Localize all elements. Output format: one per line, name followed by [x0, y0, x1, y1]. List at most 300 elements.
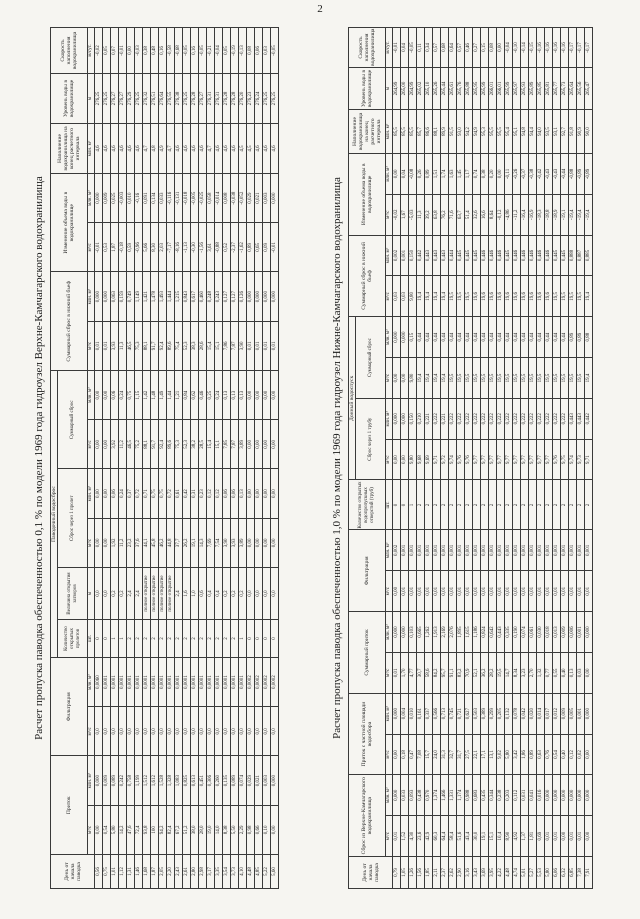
table-cell: 0,031 — [521, 775, 529, 816]
page-number: 2 — [317, 3, 323, 15]
table-cell: 64,4 — [441, 816, 449, 857]
t2-unit: м³/с — [386, 439, 393, 480]
table-cell: 2 — [183, 620, 191, 658]
table-cell: 0,001 — [577, 693, 585, 734]
table-cell: 89,9 — [441, 110, 449, 154]
table-cell: 0,98 — [247, 805, 255, 854]
t1-unit: млн. м³ — [88, 658, 95, 707]
table-cell: 3,35 — [215, 855, 223, 889]
table-cell: 0,001 — [401, 530, 409, 571]
table-cell: 1,05 — [401, 857, 409, 889]
table-cell: 1 — [119, 620, 127, 658]
table-cell: 0,018 — [545, 612, 553, 653]
table-cell: 23,2 — [127, 518, 135, 567]
table-cell: 2,98 — [199, 855, 207, 889]
table-cell: 1,46 — [135, 855, 143, 889]
table-cell: 0,335 — [505, 612, 513, 653]
table-cell: 0,0001 — [167, 658, 175, 707]
table-cell: 0,06 — [231, 469, 239, 518]
table-cell: 0,00 — [393, 154, 401, 195]
table-cell: 51,2 — [183, 805, 191, 854]
t1-unit: м³/с — [88, 420, 95, 469]
t1-h-gate-opening: Величина открытия затворов — [58, 568, 88, 620]
table-cell: 264,99 — [409, 68, 417, 110]
table-cell: 19,5 — [521, 358, 529, 399]
table-cell: 5,22 — [263, 855, 271, 889]
table-cell: 19,5 — [457, 276, 465, 317]
table-cell: 2,4 — [135, 568, 143, 620]
table-cell: 1,913 — [433, 612, 441, 653]
table-cell: 17,1 — [481, 734, 489, 775]
table-cell: 89,6 — [167, 420, 175, 469]
table-cell: 84,2 — [433, 652, 441, 693]
table1-body — [95, 28, 279, 889]
table-cell: 0,222 — [489, 398, 497, 439]
table-cell: 3,42 — [513, 734, 521, 775]
table-cell: 0,089 — [231, 756, 239, 805]
table-cell: 0,010 — [127, 174, 135, 223]
t1-unit: млн. м³ — [88, 174, 95, 223]
table-cell: 0,37 — [127, 469, 135, 518]
table-row — [271, 28, 279, 889]
table-cell: 58,6 — [425, 652, 433, 693]
t2-unit: м³/с — [386, 276, 393, 317]
table-cell: 0,0 — [95, 707, 103, 756]
table-cell: 0,57 — [457, 28, 465, 68]
table-cell: 0,00 — [393, 571, 401, 612]
table-cell: 2,61 — [183, 855, 191, 889]
table-cell: -0,12 — [497, 194, 505, 235]
table-cell: 1,199 — [135, 756, 143, 805]
t1-h-total-discharge: Суммарный сброс — [58, 371, 88, 470]
table-cell: 2 — [521, 480, 529, 530]
table-cell: 94,2 — [159, 805, 167, 854]
table-cell: 0,24 — [119, 469, 127, 518]
table-cell: 42,9 — [425, 816, 433, 857]
table-cell: 3,69 — [481, 857, 489, 889]
table-cell: 19,5 — [505, 358, 513, 399]
table-cell: 7,54 — [215, 518, 223, 567]
table-cell: 0,0 — [271, 568, 279, 620]
t2-h-total-downstream: Суммарный сброс в нижний бьеф — [349, 235, 386, 317]
table-cell: 75,4 — [175, 321, 183, 370]
table-cell: 0,003 — [263, 174, 271, 223]
table-cell: -0,005 — [191, 174, 199, 223]
table-cell: 0,061 — [529, 612, 537, 653]
table-cell: 1,215 — [175, 272, 183, 321]
table-cell: 0,13 — [239, 371, 247, 420]
table-cell: 0,10 — [263, 805, 271, 854]
table-cell: 0,61 — [175, 469, 183, 518]
table-cell: 276,25 — [135, 74, 143, 124]
table-cell: 0,0 — [191, 707, 199, 756]
table-cell: 3,90 — [239, 321, 247, 370]
table-cell: 0,88 — [585, 317, 593, 358]
table-cell: 95,5 — [489, 110, 497, 154]
table-cell: 0,00 — [271, 420, 279, 469]
table-cell: 0,0001 — [175, 658, 183, 707]
table-cell: 0,52 — [223, 223, 231, 272]
table-cell: 0,000 — [271, 272, 279, 321]
table-cell: 9,76 — [465, 439, 473, 480]
table-cell: 2 — [433, 480, 441, 530]
table-cell: 0,0 — [119, 707, 127, 756]
table-cell: 9,74 — [449, 439, 457, 480]
table-cell: 2 — [127, 620, 135, 658]
table-cell: 0,01 — [263, 321, 271, 370]
table-cell: 0,40 — [561, 652, 569, 693]
table-cell: 60,3 — [433, 816, 441, 857]
table-row — [521, 28, 529, 889]
t1-unit: млн. м³ — [88, 272, 95, 321]
table-cell: 1 — [409, 480, 417, 530]
table-row — [167, 28, 175, 889]
table-cell: 11,2 — [119, 518, 127, 567]
table-cell: 2 — [215, 620, 223, 658]
table-cell: 0,161 — [417, 693, 425, 734]
table-cell: 5,66 — [143, 223, 151, 272]
table-cell: -0,16 — [545, 28, 553, 68]
table-cell: 2 — [167, 620, 175, 658]
table-cell: 24,0 — [433, 734, 441, 775]
table-cell: 265,95 — [473, 68, 481, 110]
t2-unit: м³/с — [386, 734, 393, 775]
table-cell: 94,8 — [521, 110, 529, 154]
table-row — [263, 28, 271, 889]
table-cell: 0,01 — [473, 571, 481, 612]
table-cell: -0,58 — [167, 28, 175, 74]
table2-body — [393, 28, 593, 889]
table-cell: 19,5 — [553, 276, 561, 317]
table-cell: 0,132 — [505, 693, 513, 734]
table-cell: 0,48 — [151, 28, 159, 74]
table-cell: 276,31 — [215, 74, 223, 124]
table-cell: 265,76 — [457, 68, 465, 110]
table-cell: 0,57 — [433, 28, 441, 68]
table-cell: 1,81 — [529, 816, 537, 857]
table-cell: 4,6 — [231, 124, 239, 174]
table-cell: 0,01 — [255, 321, 263, 370]
table-cell: -0,26 — [513, 154, 521, 195]
table-cell: 2 — [529, 480, 537, 530]
t2-unit: млн. м³ — [386, 154, 393, 195]
table-cell: 0,72 — [167, 469, 175, 518]
table-cell: 0,446 — [497, 235, 505, 276]
table-cell: 0,159 — [119, 272, 127, 321]
table-cell: 9,77 — [537, 439, 545, 480]
table-cell: 0,091 — [143, 174, 151, 223]
table-cell: 0,058 — [207, 174, 215, 223]
table-cell: 0,6 — [199, 568, 207, 620]
table-cell: 276,25 — [95, 74, 103, 124]
table-row — [545, 28, 553, 889]
t1-unit: м/сут. — [88, 28, 95, 74]
table-cell: 0,13 — [569, 652, 577, 693]
table-cell: 265,93 — [521, 68, 529, 110]
table-cell: 15,4 — [207, 420, 215, 469]
table-cell: 28,0 — [199, 805, 207, 854]
table-cell: -0,04 — [505, 28, 513, 68]
t2-h-total-inflow: Суммарный приток — [349, 612, 386, 694]
table-cell: 4,5 — [247, 124, 255, 174]
table-cell: 0,337 — [425, 693, 433, 734]
table-cell: 1,328 — [167, 756, 175, 805]
table-cell: 0,24 — [215, 371, 223, 420]
table-cell: 265,88 — [465, 68, 473, 110]
table-cell: 0,445 — [561, 235, 569, 276]
table-cell: -0,88 — [569, 154, 577, 195]
table-cell: 2 — [465, 480, 473, 530]
table-cell: -0,025 — [199, 174, 207, 223]
table-cell: 2,4 — [175, 568, 183, 620]
table-cell: 38,3 — [191, 321, 199, 370]
table-cell: 0,010 — [409, 693, 417, 734]
table-cell: -0,16 — [553, 28, 561, 68]
table-cell: 2 — [481, 480, 489, 530]
table-cell: 37,7 — [175, 518, 183, 567]
table-cell: 32,6 — [473, 194, 481, 235]
table-cell: 19,5 — [449, 358, 457, 399]
table-cell: 0,0001 — [207, 658, 215, 707]
table-cell: 52,1 — [473, 652, 481, 693]
table-cell: 0,64 — [449, 28, 457, 68]
table-cell: 0,13 — [223, 371, 231, 420]
table-cell: 0,000 — [393, 317, 401, 358]
t2-unit: м³/с — [386, 652, 393, 693]
table-cell: 19,5 — [497, 652, 505, 693]
table-cell: -0,131 — [175, 174, 183, 223]
table-cell: 0,445 — [457, 235, 465, 276]
table-cell: 0,0 — [111, 707, 119, 756]
table-cell: 1,63 — [449, 154, 457, 195]
table-cell: 0,0002 — [271, 658, 279, 707]
table-cell: 0,0 — [263, 707, 271, 756]
table-cell: 0,44 — [489, 317, 497, 358]
table-cell: -0,05 — [409, 28, 417, 68]
table-cell: 0,04 — [401, 28, 409, 68]
table-cell: 0,001 — [577, 530, 585, 571]
table-cell: 2 — [159, 620, 167, 658]
table-row — [417, 28, 425, 889]
table-cell: 89,6 — [167, 321, 175, 370]
table-cell: 0,0 — [247, 707, 255, 756]
table-cell: 2 — [553, 480, 561, 530]
t1-unit: млн. м³ — [88, 124, 95, 174]
table-cell: 0,0002 — [263, 658, 271, 707]
table-cell: 0,242 — [119, 756, 127, 805]
table-cell: 0,001 — [481, 530, 489, 571]
table-cell: 30,7 — [417, 652, 425, 693]
t2-unit: млн. м³ — [386, 398, 393, 439]
table-cell: 0,222 — [537, 398, 545, 439]
table-cell: 0,77 — [545, 652, 553, 693]
table-cell: 15,1 — [215, 321, 223, 370]
table-cell: -0,43 — [545, 154, 553, 195]
table-cell: 2,20 — [167, 855, 175, 889]
table-cell: 37,6 — [135, 518, 143, 567]
table-cell: -0,01 — [393, 28, 401, 68]
table-cell: 86,6 — [425, 110, 433, 154]
table-cell: 276,29 — [127, 74, 135, 124]
table-cell: 0,000 — [263, 272, 271, 321]
table-cell: 0,000 — [255, 272, 263, 321]
table-cell: 0,01 — [465, 571, 473, 612]
table-cell: -0,17 — [585, 28, 593, 68]
table-cell: 0,758 — [127, 756, 135, 805]
t2-unit: м³/с — [386, 358, 393, 399]
table-cell: 265,56 — [577, 68, 585, 110]
table-cell: 0,13 — [231, 371, 239, 420]
table-cell: 2 — [513, 480, 521, 530]
table-cell: 8,90 — [505, 816, 513, 857]
table-cell: 19,4 — [441, 276, 449, 317]
table-cell: 0,0 — [263, 568, 271, 620]
table-cell: 0,0002 — [255, 658, 263, 707]
table-cell: 5,80 — [545, 857, 553, 889]
table-cell: 1,37 — [521, 816, 529, 857]
table-cell: 1,44 — [167, 371, 175, 420]
table-cell: 5,80 — [505, 734, 513, 775]
table-cell: 0,093 — [409, 775, 417, 816]
table-cell: 0,885 — [585, 235, 593, 276]
table-cell: 1,174 — [457, 775, 465, 816]
table-cell: 0,041 — [529, 775, 537, 816]
table-cell: -0,003 — [119, 174, 127, 223]
table-cell: 0,030 — [537, 612, 545, 653]
table-cell: 0,08 — [247, 28, 255, 74]
table-cell: 19,5 — [481, 358, 489, 399]
table-cell: 85,7 — [417, 110, 425, 154]
table-cell: 1,51 — [433, 154, 441, 195]
table-cell: 94,2 — [465, 110, 473, 154]
table-cell: 0,0001 — [159, 658, 167, 707]
table-cell: 276,25 — [183, 74, 191, 124]
table-cell: 0,445 — [465, 235, 473, 276]
table-cell: 0,446 — [545, 235, 553, 276]
table-cell: 36,2 — [481, 652, 489, 693]
table-cell: 19,5 — [577, 358, 585, 399]
table-cell: 1,86 — [521, 734, 529, 775]
table-cell: 4,30 — [409, 816, 417, 857]
table-cell: 0,03 — [577, 652, 585, 693]
table-cell: 1,26 — [409, 857, 417, 889]
table-cell: 38,2 — [191, 420, 199, 469]
table-cell: 19,4 — [417, 358, 425, 399]
t1-unit: млн. м³ — [88, 756, 95, 805]
table-cell: 19,5 — [545, 358, 553, 399]
t2-unit: м — [386, 68, 393, 110]
table-cell: 0,021 — [255, 174, 263, 223]
table-cell: 2 — [569, 480, 577, 530]
table-cell: 0,222 — [529, 398, 537, 439]
table-cell: 19,6 — [481, 276, 489, 317]
table-cell: 0,01 — [529, 571, 537, 612]
table-cell: 276,28 — [223, 74, 231, 124]
table-cell: 0,0001 — [239, 658, 247, 707]
table-cell: 8,38 — [223, 805, 231, 854]
table-cell: 19,5 — [561, 358, 569, 399]
table-cell: 0,000 — [95, 756, 103, 805]
table-cell: 0,2 — [231, 568, 239, 620]
table-row — [199, 28, 207, 889]
table-cell: 2 — [417, 480, 425, 530]
table-cell: 0,2 — [239, 568, 247, 620]
table-cell: 0,000 — [585, 775, 593, 816]
table-cell: 0,00 — [401, 358, 409, 399]
table-row — [223, 28, 231, 889]
table-cell: 0,001 — [545, 530, 553, 571]
table-cell: 0,503 — [473, 693, 481, 734]
t2-h-filtration: Фильтрация — [349, 530, 386, 612]
table-cell: 94,9 — [473, 110, 481, 154]
table-cell: 0,03 — [393, 276, 401, 317]
table-cell: 2 — [577, 480, 585, 530]
table-cell: 19,5 — [473, 358, 481, 399]
table-cell: 0,0001 — [135, 658, 143, 707]
table-cell: 0,0001 — [199, 658, 207, 707]
table-cell: 0,001 — [401, 235, 409, 276]
table-cell: 0,000 — [393, 612, 401, 653]
table-cell: 0,000 — [569, 775, 577, 816]
table-cell: 265,89 — [529, 68, 537, 110]
table-cell: 276,23 — [247, 74, 255, 124]
table-cell: 0,0 — [271, 707, 279, 756]
table-cell: 19,0 — [207, 805, 215, 854]
table-cell: полное открытие — [151, 568, 159, 620]
table-cell: 265,97 — [513, 68, 521, 110]
table-cell: 0,0 — [215, 707, 223, 756]
table-cell: 0,00 — [271, 469, 279, 518]
table-cell: 9,80 — [409, 276, 417, 317]
table-cell: 0,001 — [529, 530, 537, 571]
table-cell: 0,0 — [103, 568, 111, 620]
table-cell: 9,75 — [561, 439, 569, 480]
table-cell: 0,446 — [481, 235, 489, 276]
table-cell: 0,00 — [401, 439, 409, 480]
table-cell: 3,17 — [207, 855, 215, 889]
t1-h-flow-one: Сброс через 1 пролет — [58, 469, 88, 568]
table-cell: 0,75 — [127, 371, 135, 420]
table-cell: 19,4 — [441, 358, 449, 399]
table-cell: 9,80 — [409, 439, 417, 480]
table-cell: 0,042 — [521, 693, 529, 734]
table-cell: 0,451 — [199, 756, 207, 805]
table-cell: 19,4 — [417, 276, 425, 317]
table-cell: 276,31 — [207, 74, 215, 124]
table-cell: 265,85 — [537, 68, 545, 110]
table-cell: 90,0 — [585, 110, 593, 154]
table-cell: 0,745 — [449, 693, 457, 734]
table-cell: -1,62 — [239, 223, 247, 272]
table-cell: 1 — [239, 620, 247, 658]
table-row — [449, 28, 457, 889]
table-cell: 0,54 — [103, 805, 111, 854]
table-cell: 0,4 — [207, 568, 215, 620]
table-cell: 0,445 — [553, 235, 561, 276]
t1-h-level: Уровень воды в водохранилище — [51, 74, 88, 124]
table-cell: 0,443 — [569, 398, 577, 439]
table-cell: 9,71 — [585, 439, 593, 480]
t2-h-volume-end: Наполнение водохранилища на конец расчетного интервала — [349, 110, 386, 154]
table-cell: 8,64 — [489, 194, 497, 235]
table-cell: 2,4 — [127, 568, 135, 620]
table-cell: 0,63 — [537, 734, 545, 775]
table-cell: 0,127 — [223, 272, 231, 321]
table-cell: 265,47 — [585, 68, 593, 110]
t2-units-row — [386, 28, 393, 889]
table-cell: 0,00 — [585, 652, 593, 693]
table-cell: 276,38 — [175, 74, 183, 124]
